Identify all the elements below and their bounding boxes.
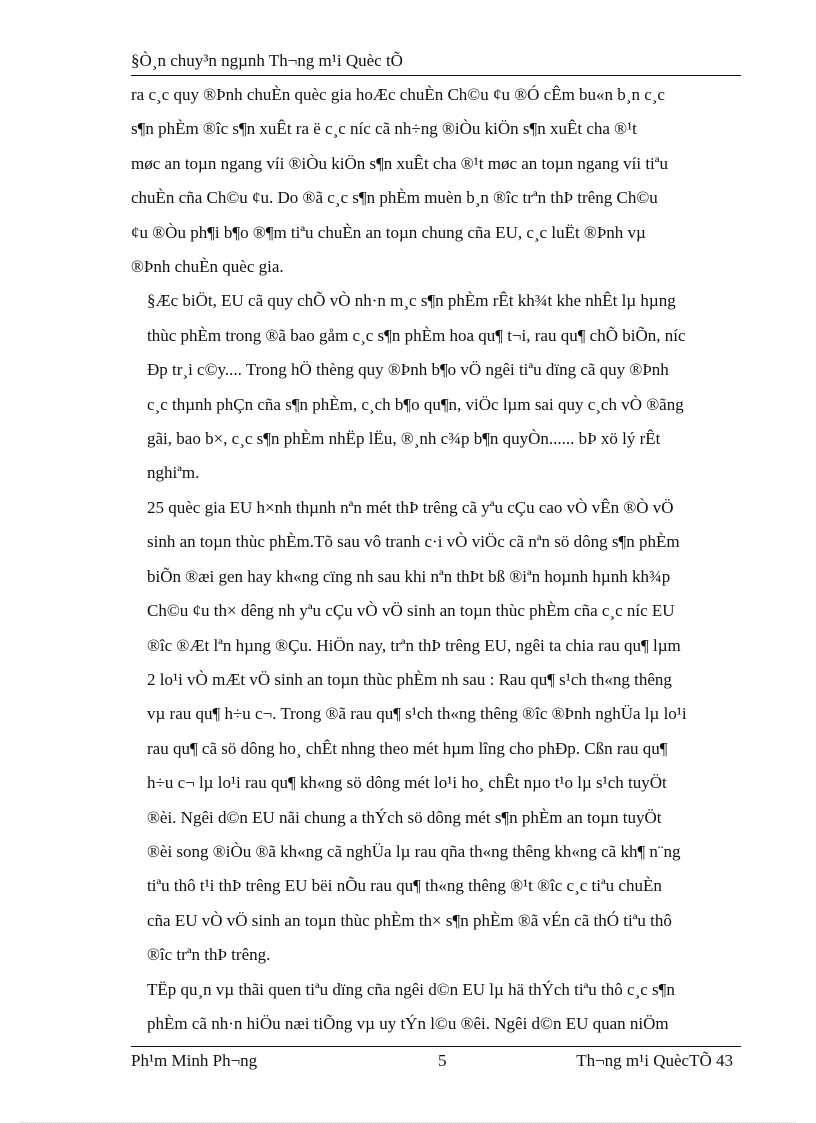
text-line: §Æc biÖt, EU cã quy chÕ vÒ nh·n m¸c s¶n phÈm rÊt kh¾t khe nhÊt lµ hµng: [147, 291, 676, 311]
text-line: vµ rau qu¶ h÷u c¬. Trong ®ã rau qu¶ s¹ch th«ng thêng ®îc ®Þnh nghÜa lµ lo¹i: [147, 704, 687, 724]
text-line: h÷u c¬ lµ lo¹i rau qu¶ kh«ng sö dông mét lo¹i ho¸ chÊt nµo t¹o lµ s¹ch tuyÖt: [147, 773, 667, 793]
text-line: ®Þnh chuÈn quèc gia.: [131, 257, 284, 277]
text-line: nghiªm.: [147, 463, 200, 483]
text-line: 25 quèc gia EU h×nh thµnh nªn mét thÞ trêng cã yªu cÇu cao vÒ vÊn ®Ò vÖ: [147, 497, 674, 517]
page-header-title: §Ò¸n chuy³n ngµnh Th¬ng m¹i Quèc tÕ: [131, 51, 403, 70]
paragraph-3: [131, 491, 741, 973]
text-line: sinh an toµn thùc phÈm.Tõ sau vô tranh c·i vÒ viÖc cã nªn sö dông s¶n phÈm: [147, 532, 680, 552]
text-line: Ðp tr¸i c©y.... Trong hÖ thèng quy ®Þnh b¶o vÖ ngêi tiªu dïng cã quy ®Þnh: [147, 360, 669, 380]
text-line: biÕn ®æi gen hay kh«ng cïng nh sau khi nªn thÞt bß ®iªn hoµnh hµnh kh¾p: [147, 566, 671, 586]
text-line: ®îc ®Æt lªn hµng ®Çu. HiÖn nay, trªn thÞ trêng EU, ngêi ta chia rau qu¶ lµm: [147, 635, 681, 655]
text-line: chuÈn cña Ch©u ¢u. Do ®ã c¸c s¶n phÈm muèn b¸n ®îc trªn thÞ trêng Ch©u: [131, 188, 658, 208]
text-line: TËp qu¸n vµ thãi quen tiªu dïng cña ngêi d©n EU lµ hä thÝch tiªu thô c¸c s¶n: [147, 979, 675, 999]
text-line: ¢u ®Òu ph¶i b¶o ®¶m tiªu chuÈn an toµn chung cña EU, c¸c luËt ®Þnh vµ: [131, 222, 646, 242]
text-line: tiªu thô t¹i thÞ trêng EU bëi nÕu rau qu¶ th«ng thêng ®¹t ®îc c¸c tiªu chuÈn: [147, 876, 662, 896]
text-line: c¸c thµnh phÇn cña s¶n phÈm, c¸ch b¶o qu¶n, viÖc lµm sai quy c¸ch vÒ ®ãng: [147, 394, 684, 414]
text-line: ®îc trªn thÞ trêng.: [147, 945, 271, 965]
text-line: thùc phÈm trong ®ã bao gåm c¸c s¶n phÈm hoa qu¶ t¬i, rau qu¶ chÕ biÕn, níc: [147, 325, 686, 345]
text-line: phÈm cã nh·n hiÖu næi tiÕng vµ uy tÝn l©u ®êi. Ngêi d©n EU quan niÖm: [147, 1013, 669, 1033]
footer-rule: [131, 1046, 741, 1047]
text-line: ra c¸c quy ®Þnh chuÈn quèc gia hoÆc chuÈn Ch©u ¢u ®Ó cÊm bu«n b¸n c¸c: [131, 85, 665, 104]
header-rule: [131, 75, 741, 76]
text-line: ®èi song ®iÒu ®ã kh«ng cã nghÜa lµ rau qña th«ng thêng kh«ng cã kh¶ n¨ng: [147, 841, 681, 861]
text-line: Ch©u ¢u th× dêng nh yªu cÇu vÒ vÖ sinh an toµn thùc phÈm cña c¸c níc EU: [147, 601, 675, 621]
text-line: gãi, bao b×, c¸c s¶n phÈm nhËp lËu, ®¸nh c¾p b¶n quyÒn...... bÞ xö lý rÊt: [147, 429, 661, 449]
footer-class: Th¬ng m¹i QuècTÕ 43: [576, 1051, 733, 1070]
paragraph-4: [131, 973, 741, 1042]
body-text: [131, 78, 741, 1041]
text-line: rau qu¶ cã sö dông ho¸ chÊt nhng theo mét hµm lîng cho phÐp. Cßn rau qu¶: [147, 738, 668, 758]
paragraph-2: [131, 284, 741, 490]
paragraph-1: [131, 78, 741, 284]
footer-author: Ph¹m Minh Ph¬ng: [131, 1051, 258, 1070]
page-number: 5: [438, 1051, 447, 1070]
text-line: cña EU vÒ vÖ sinh an toµn thùc phÈm th× s¶n phÈm ®ã vÉn cã thÓ tiªu thô: [147, 910, 672, 930]
text-line: 2 lo¹i vÒ mÆt vÖ sinh an toµn thùc phÈm nh sau : Rau qu¶ s¹ch th«ng thêng: [147, 669, 672, 689]
text-line: møc an toµn ngang víi ®iÒu kiÖn s¶n xuÊt cha ®¹t møc an toµn ngang víi tiªu: [131, 153, 668, 173]
text-line: ®èi. Ngêi d©n EU nãi chung a thÝch sö dông mét s¶n phÈm an toµn tuyÖt: [147, 807, 662, 827]
text-line: s¶n phÈm ®îc s¶n xuÊt ra ë c¸c níc cã nh÷ng ®iÒu kiÖn s¶n xuÊt cha ®¹t: [131, 119, 637, 139]
